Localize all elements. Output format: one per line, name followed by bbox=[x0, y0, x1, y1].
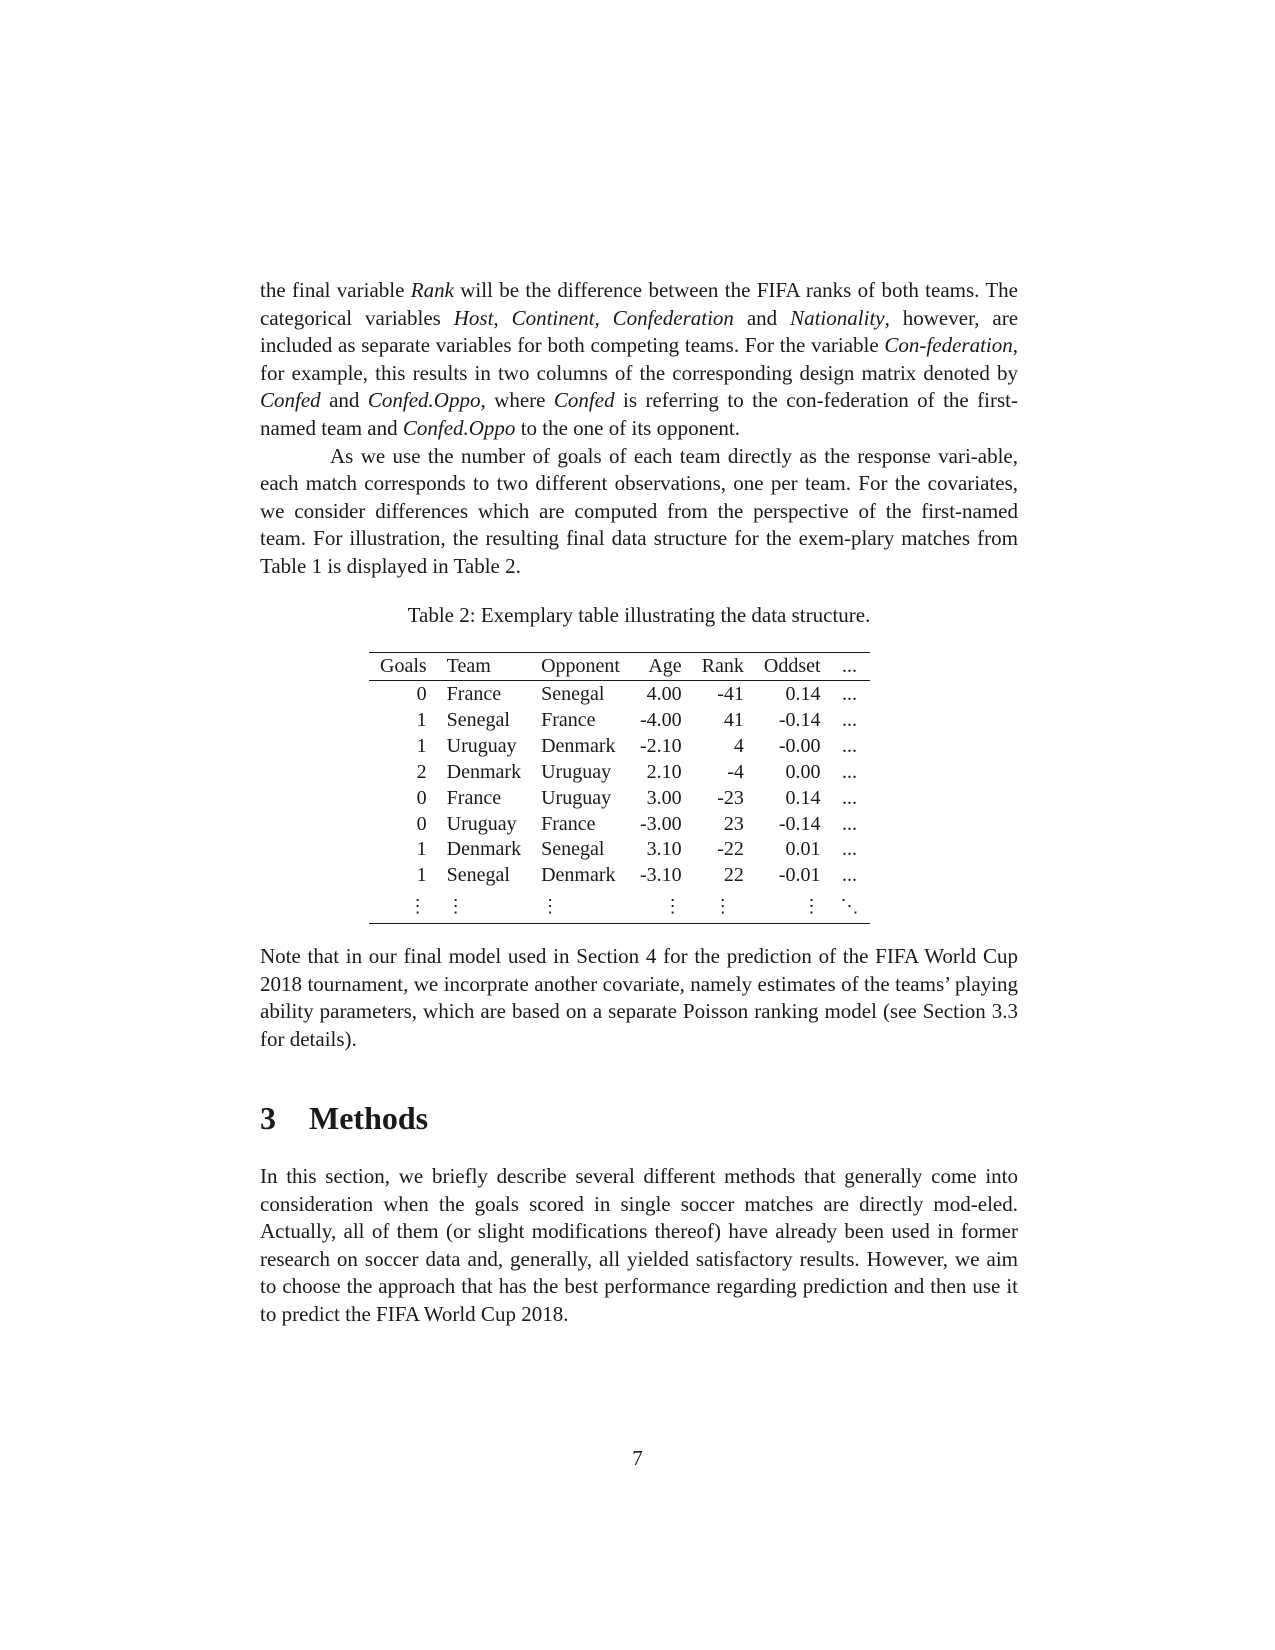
table-row bbox=[369, 760, 870, 786]
cell-oddset: -0.14 bbox=[778, 708, 821, 731]
cell-more: ... bbox=[842, 760, 858, 783]
table-header-row bbox=[369, 653, 870, 681]
var-confed: Confed bbox=[260, 388, 321, 413]
cell-age: 3.00 bbox=[646, 786, 682, 809]
cell-rank: -41 bbox=[717, 683, 744, 705]
cell-opponent: France bbox=[541, 708, 596, 731]
header-more: ... bbox=[831, 653, 870, 681]
cell-goals: 0 bbox=[416, 683, 427, 705]
table-row bbox=[369, 786, 870, 812]
cell-rank: -23 bbox=[717, 786, 744, 809]
cell-rank: 22 bbox=[723, 864, 744, 887]
section-number: 3 bbox=[260, 1100, 276, 1136]
header-oddset: Oddset bbox=[754, 653, 831, 681]
cell-team: Denmark bbox=[446, 760, 522, 783]
cell-opponent: Senegal bbox=[541, 683, 605, 705]
cell-oddset: 0.01 bbox=[785, 838, 821, 861]
cell-age: 2.10 bbox=[646, 760, 682, 783]
section-title: Methods bbox=[309, 1100, 429, 1136]
cell-more: ... bbox=[842, 786, 858, 809]
var-rank: Rank bbox=[410, 278, 454, 302]
table-row bbox=[369, 837, 870, 863]
header-age: Age bbox=[630, 653, 692, 681]
cell-opponent: Denmark bbox=[541, 864, 616, 887]
cell-more: ... bbox=[842, 864, 858, 887]
cell-goals: 1 bbox=[416, 708, 427, 731]
table-row bbox=[369, 681, 870, 708]
var-confederation: Confederation bbox=[612, 305, 734, 330]
table-row bbox=[369, 812, 870, 838]
cell-more: ... bbox=[842, 838, 858, 861]
var-confed-oppo: Confed.Oppo bbox=[367, 388, 481, 413]
cell-age: 3.10 bbox=[646, 838, 682, 861]
table-caption: Table 2: Exemplary table illustrating the data structure. bbox=[407, 603, 871, 627]
var-continent: Continent bbox=[511, 305, 595, 330]
cell-team: Denmark bbox=[446, 838, 522, 861]
table-row bbox=[369, 863, 870, 889]
cell-goals: 1 bbox=[416, 734, 427, 757]
paragraph-model-note: Note that in our final model used in Section 4 for the prediction of the FIFA World Cup 2018 tournament, we incorprate another covariate, namely estimates of the teams’ playing ability parameters, which are based on a separate Poisson ranking model (see Section 3.3 for details). bbox=[260, 944, 1018, 1051]
cell-opponent: Uruguay bbox=[541, 760, 612, 783]
cell-age: -2.10 bbox=[639, 734, 682, 757]
cell-opponent: Senegal bbox=[541, 838, 605, 861]
cell-rank: -4 bbox=[727, 760, 744, 783]
cell-more: ... bbox=[842, 683, 858, 705]
paragraph-variables: the final variable Rank will be the difference between the FIFA ranks of both teams. The categorical variables Host, Continent, Confederation and Nationality, however, are included as separate variables for both competing teams. For the variable Con-federation, for example, this results in two columns of the corresponding design matrix denoted by Confed and Confed.Oppo, where Confed is referring to the con-federation of the first-named team and Confed.Oppo to the one of its opponent. As we use the number of goals of each team directly as the response vari-able, each match corresponds to two different observations, one per team. For the covariates, we consider differences which are computed from the perspective of the first-named team. For illustration, the resulting final data structure for the exem-plary matches from Table 1 is displayed in Table 2. bbox=[260, 277, 1018, 581]
cell-oddset: -0.14 bbox=[778, 812, 821, 835]
cell-team: Senegal bbox=[446, 864, 510, 887]
cell-goals: 0 bbox=[416, 812, 427, 835]
paragraph-observations: As we use the number of goals of each team directly as the response vari-able, each match corresponds to two different observations, one per team. For the covariates, we consider differences which are computed from the perspective of the first-named team. For illustration, the resulting final data structure for the exem-plary matches from Table 1 is displayed in Table 2. bbox=[260, 443, 1018, 578]
cell-team: France bbox=[446, 683, 502, 705]
cell-opponent: Uruguay bbox=[541, 786, 612, 809]
var-host: Host bbox=[453, 305, 494, 330]
cell-team: Uruguay bbox=[446, 812, 517, 835]
header-opponent: Opponent bbox=[531, 653, 630, 681]
paragraph-methods-intro: In this section, we briefly describe several different methods that generally come into consideration when the goals scored in single soccer matches are directly mod-eled. Actually, all of them (or slight modifications thereof) have already been used in former research on soccer data and, generally, all yielded satisfactory results. However, we aim to choose the approach that has the best performance regarding prediction and then use it to predict the FIFA World Cup 2018. bbox=[260, 1164, 1018, 1326]
table-row-ellipsis: ⋮ ⋮ ⋮ ⋮ ⋮ ⋮ ⋱ bbox=[408, 896, 859, 917]
cell-rank: 41 bbox=[723, 708, 744, 731]
header-team: Team bbox=[437, 653, 531, 681]
table-row bbox=[369, 708, 870, 734]
cell-oddset: -0.00 bbox=[778, 734, 821, 757]
cell-rank: 23 bbox=[723, 812, 744, 835]
header-goals: Goals bbox=[369, 653, 437, 681]
cell-oddset: -0.01 bbox=[778, 864, 821, 887]
cell-team: France bbox=[446, 786, 502, 809]
cell-age: 4.00 bbox=[646, 683, 682, 705]
cell-goals: 1 bbox=[416, 864, 427, 887]
cell-oddset: 0.14 bbox=[785, 786, 821, 809]
table-row bbox=[369, 734, 870, 760]
cell-goals: 2 bbox=[416, 760, 427, 783]
section-heading bbox=[260, 1098, 428, 1138]
cell-goals: 0 bbox=[416, 786, 427, 809]
cell-age: -3.10 bbox=[639, 864, 682, 887]
cell-opponent: Denmark bbox=[541, 734, 616, 757]
cell-more: ... bbox=[842, 812, 858, 835]
cell-oddset: 0.00 bbox=[785, 760, 821, 783]
cell-team: Senegal bbox=[446, 708, 510, 731]
cell-age: -3.00 bbox=[639, 812, 682, 835]
cell-rank: -22 bbox=[717, 838, 744, 861]
cell-goals: 1 bbox=[416, 838, 427, 861]
cell-age: -4.00 bbox=[639, 708, 682, 731]
cell-rank: 4 bbox=[733, 734, 744, 757]
cell-oddset: 0.14 bbox=[785, 683, 821, 705]
data-structure-table bbox=[369, 652, 870, 924]
var-confederation-split: federation bbox=[926, 333, 1013, 358]
page-number: 7 bbox=[632, 1446, 643, 1470]
cell-more: ... bbox=[842, 708, 858, 731]
header-rank: Rank bbox=[692, 653, 754, 681]
cell-more: ... bbox=[842, 734, 858, 757]
cell-team: Uruguay bbox=[446, 734, 517, 757]
var-nationality: Nationality bbox=[790, 305, 885, 330]
cell-opponent: France bbox=[541, 812, 596, 835]
